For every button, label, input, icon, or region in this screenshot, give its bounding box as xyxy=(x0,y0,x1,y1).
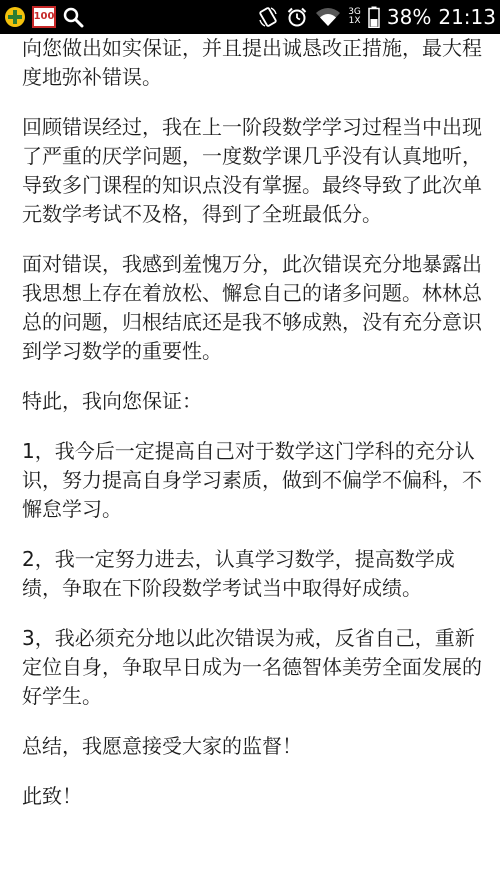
paragraph-pledge-2: 2，我一定努力进去，认真学习数学，提高数学成绩，争取在下阶段数学考试当中取得好成绩。 xyxy=(22,547,455,600)
battery-icon xyxy=(368,6,380,28)
network-label-top: 3G xyxy=(348,7,361,17)
badge-100-icon[interactable]: 100 xyxy=(32,6,56,28)
paragraph-pledge-3: 3，我必须充分地以此次错误为戒，反省自己，重新定位自身，争取早日成为一名德智体美劳全面发展的好学生。 xyxy=(22,626,482,708)
network-3g-icon xyxy=(348,8,361,26)
status-bar-left xyxy=(4,6,84,28)
paragraph-reflection: 面对错误，我感到羞愧万分，此次错误充分地暴露出我思想上存在着放松、懈怠自己的诸多问题。林林总总的问题，归根结底还是我不够成熟，没有充分意识到学习数学的重要性。 xyxy=(22,252,482,363)
search-icon[interactable] xyxy=(62,6,84,28)
plus-circle-icon[interactable] xyxy=(4,6,26,28)
paragraph-summary: 总结，我愿意接受大家的监督！ xyxy=(22,734,302,758)
paragraph-pledge-heading: 特此，我向您保证： xyxy=(22,389,202,413)
screen-rotation-icon xyxy=(257,6,279,28)
clock-time: 21:13 xyxy=(438,5,496,29)
battery-percent: 38% xyxy=(386,5,432,29)
document-body xyxy=(0,34,500,892)
status-bar xyxy=(0,0,500,34)
paragraph-intro: 向您做出如实保证，并且提出诚恳改正措施，最大程度地弥补错误。 xyxy=(22,36,482,89)
alarm-icon xyxy=(286,6,308,28)
status-bar-right xyxy=(257,5,496,29)
wifi-icon xyxy=(315,7,341,27)
paragraph-closing: 此致！ xyxy=(22,784,82,808)
paragraph-review: 回顾错误经过，我在上一阶段数学学习过程当中出现了严重的厌学问题，一度数学课几乎没有认真地听，导致多门课程的知识点没有掌握。最终导致了此次单元数学考试不及格，得到了全班最低分。 xyxy=(22,115,482,226)
network-label-bottom: 1X xyxy=(348,16,361,26)
paragraph-pledge-1: 1，我今后一定提高自己对于数学这门学科的充分认识，努力提高自身学习素质，做到不偏学不偏科，不懈怠学习。 xyxy=(22,439,482,521)
